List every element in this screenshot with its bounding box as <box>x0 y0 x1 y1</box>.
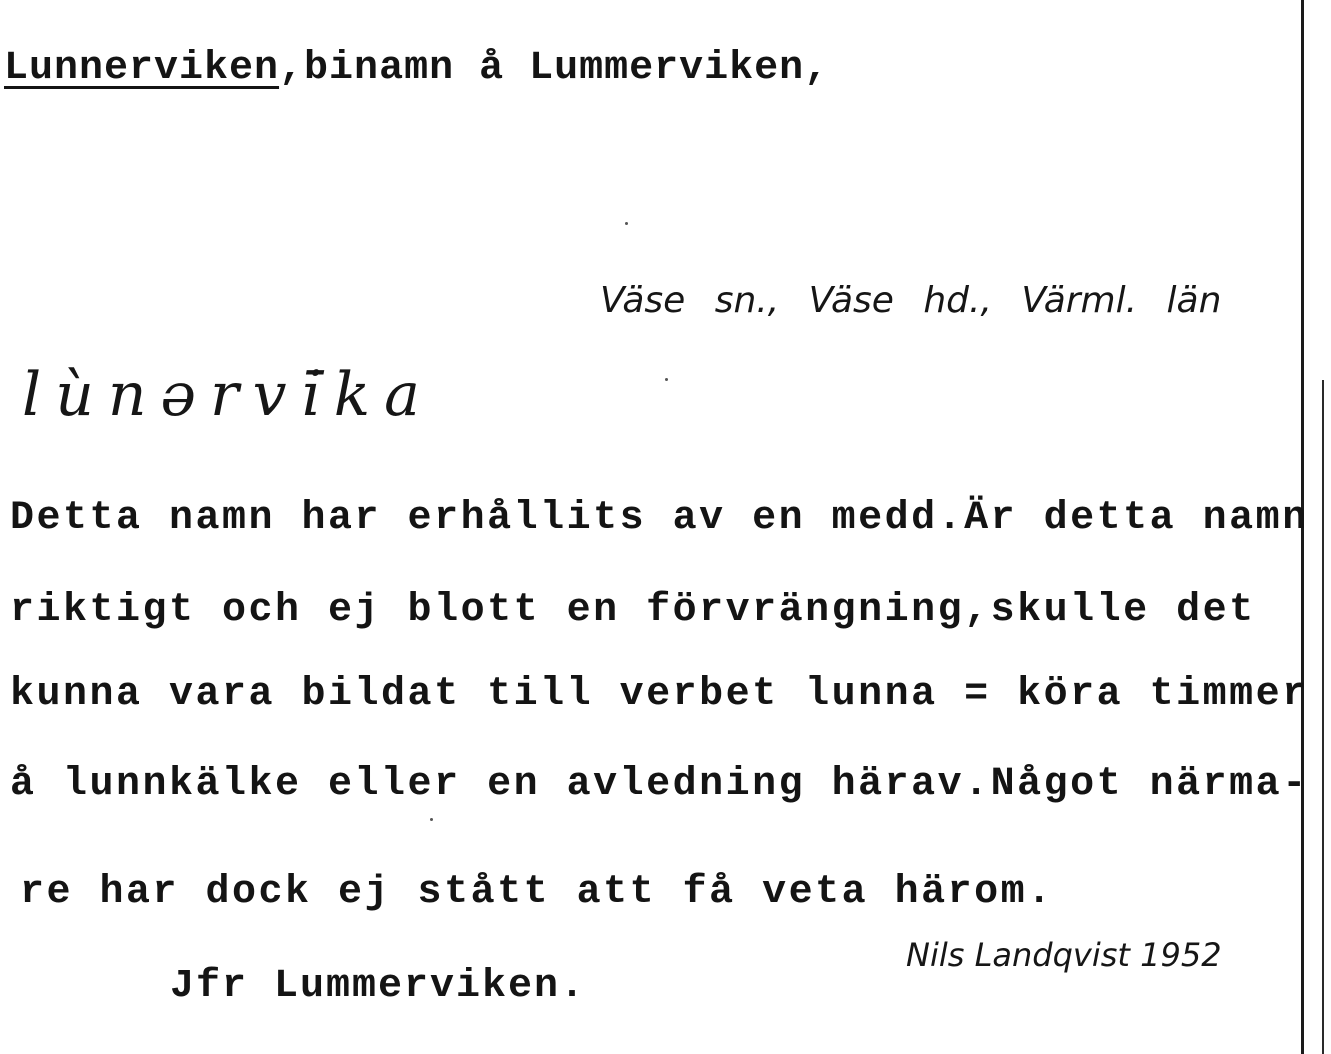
body-line-5: re har dock ej stått att få veta härom. <box>20 870 1054 915</box>
body-line-4: å lunnkälke eller en avledning härav.Något närma- <box>10 762 1309 807</box>
cross-reference: Jfr Lummerviken. <box>170 964 587 1009</box>
body-line-2: riktigt och ej blott en förvrängning,skulle det <box>10 588 1256 633</box>
paper-speck <box>665 378 668 381</box>
title-rest: ,binamn å Lummerviken, <box>279 46 830 91</box>
card-title-line <box>4 46 829 91</box>
paper-speck <box>625 222 628 225</box>
card-edge-line-secondary <box>1322 380 1324 1054</box>
place-location: Väse sn., Väse hd., Värml. län <box>600 280 1222 321</box>
paper-speck <box>430 818 433 821</box>
body-line-1: Detta namn har erhållits av en medd.Är detta namn <box>10 496 1309 541</box>
phonetic-transcription: lùnərvi̇̄ka <box>22 360 434 430</box>
signature: Nils Landqvist 1952 <box>906 936 1222 974</box>
headword: Lunnerviken <box>4 46 280 91</box>
body-line-3: kunna vara bildat till verbet lunna = köra timmer <box>10 672 1309 717</box>
